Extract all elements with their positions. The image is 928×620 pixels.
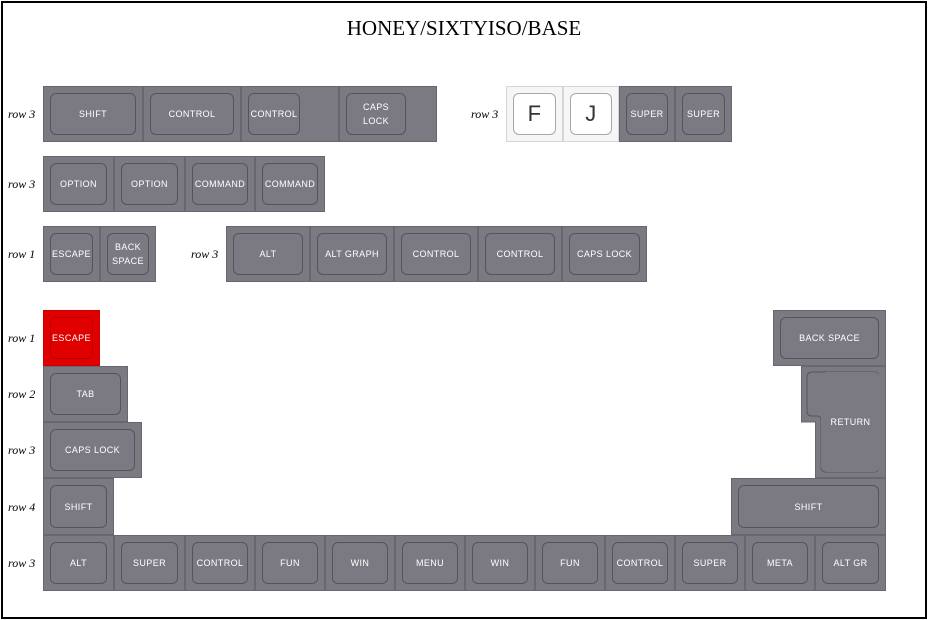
key-legend: CONTROL — [192, 542, 248, 584]
key-caps-lock — [43, 422, 142, 478]
key-legend: WIN — [472, 542, 528, 584]
key-legend: COMMAND — [192, 163, 248, 205]
key-menu — [395, 535, 465, 591]
key-win — [325, 535, 395, 591]
key-legend: MENU — [402, 542, 458, 584]
key-control — [185, 535, 255, 591]
key-legend: FUN — [542, 542, 598, 584]
key-legend: SUPER — [682, 93, 725, 135]
row-label: row 3 — [8, 443, 36, 457]
key-legend: BACK SPACE — [107, 233, 149, 275]
key-legend: CONTROL — [612, 542, 668, 584]
key-control — [478, 226, 562, 282]
key-legend: RETURN — [821, 372, 880, 472]
key-control — [241, 86, 339, 142]
key-alt — [43, 535, 114, 591]
key-legend: CONTROL — [150, 93, 234, 135]
key-backspace — [100, 226, 156, 282]
key-return — [801, 366, 886, 478]
key-legend: META — [752, 542, 808, 584]
key-command — [255, 156, 325, 212]
key-fun — [535, 535, 605, 591]
key-legend: ALT GRAPH — [317, 233, 387, 275]
key-legend: ESCAPE — [50, 317, 93, 359]
key-legend: ALT — [50, 542, 107, 584]
key-command — [185, 156, 255, 212]
key-right-shift — [731, 478, 886, 535]
row-label: row 3 — [471, 107, 499, 121]
key-option — [43, 156, 114, 212]
diagram-title: HONEY/SIXTYISO/BASE — [346, 16, 582, 40]
row-label: row 3 — [191, 247, 219, 261]
key-j-home — [563, 86, 619, 142]
key-legend: ALT GR — [822, 542, 879, 584]
key-legend: CONTROL — [485, 233, 555, 275]
key-option — [114, 156, 185, 212]
key-caps-lock — [339, 86, 437, 142]
key-legend: COMMAND — [262, 163, 318, 205]
key-legend: CAPS LOCK — [569, 233, 640, 275]
key-super — [675, 535, 745, 591]
key-super — [114, 535, 185, 591]
key-alt — [226, 226, 310, 282]
key-tab — [43, 366, 128, 422]
key-alt-graph — [310, 226, 394, 282]
key-legend: TAB — [50, 373, 121, 415]
row-label: row 1 — [8, 331, 36, 345]
key-control — [143, 86, 241, 142]
key-legend: CONTROL — [401, 233, 471, 275]
key-legend: OPTION — [50, 163, 107, 205]
key-legend: OPTION — [121, 163, 178, 205]
key-legend: CAPS LOCK — [346, 93, 406, 135]
key-super — [619, 86, 675, 142]
key-legend: CONTROL — [248, 93, 300, 135]
key-legend: SUPER — [626, 93, 668, 135]
key-alt-gr — [815, 535, 886, 591]
key-escape-highlighted — [43, 310, 100, 366]
key-legend: SHIFT — [50, 93, 136, 135]
key-legend: WIN — [332, 542, 388, 584]
key-legend: SUPER — [121, 542, 178, 584]
key-legend: SHIFT — [50, 485, 107, 528]
key-super — [675, 86, 732, 142]
key-legend: J — [570, 93, 612, 135]
key-legend: FUN — [262, 542, 318, 584]
key-legend: BACK SPACE — [780, 317, 879, 359]
key-win — [465, 535, 535, 591]
row-label: row 3 — [8, 107, 36, 121]
key-control — [394, 226, 478, 282]
key-control — [605, 535, 675, 591]
row-label: row 2 — [8, 387, 36, 401]
key-meta — [745, 535, 815, 591]
key-legend: ALT — [233, 233, 303, 275]
key-legend: SHIFT — [738, 485, 879, 528]
key-legend: SUPER — [682, 542, 738, 584]
key-left-shift — [43, 478, 114, 535]
key-legend: CAPS LOCK — [50, 429, 135, 471]
key-caps-lock — [562, 226, 647, 282]
row-label: row 3 — [8, 556, 36, 570]
row-label: row 1 — [8, 247, 36, 261]
row-label: row 3 — [8, 177, 36, 191]
key-legend: ESCAPE — [50, 233, 93, 275]
key-legend: F — [513, 93, 556, 135]
key-fun — [255, 535, 325, 591]
row-label: row 4 — [8, 500, 36, 514]
key-backspace — [773, 310, 886, 366]
key-f-home — [506, 86, 563, 142]
key-escape — [43, 226, 100, 282]
key-shift — [43, 86, 143, 142]
